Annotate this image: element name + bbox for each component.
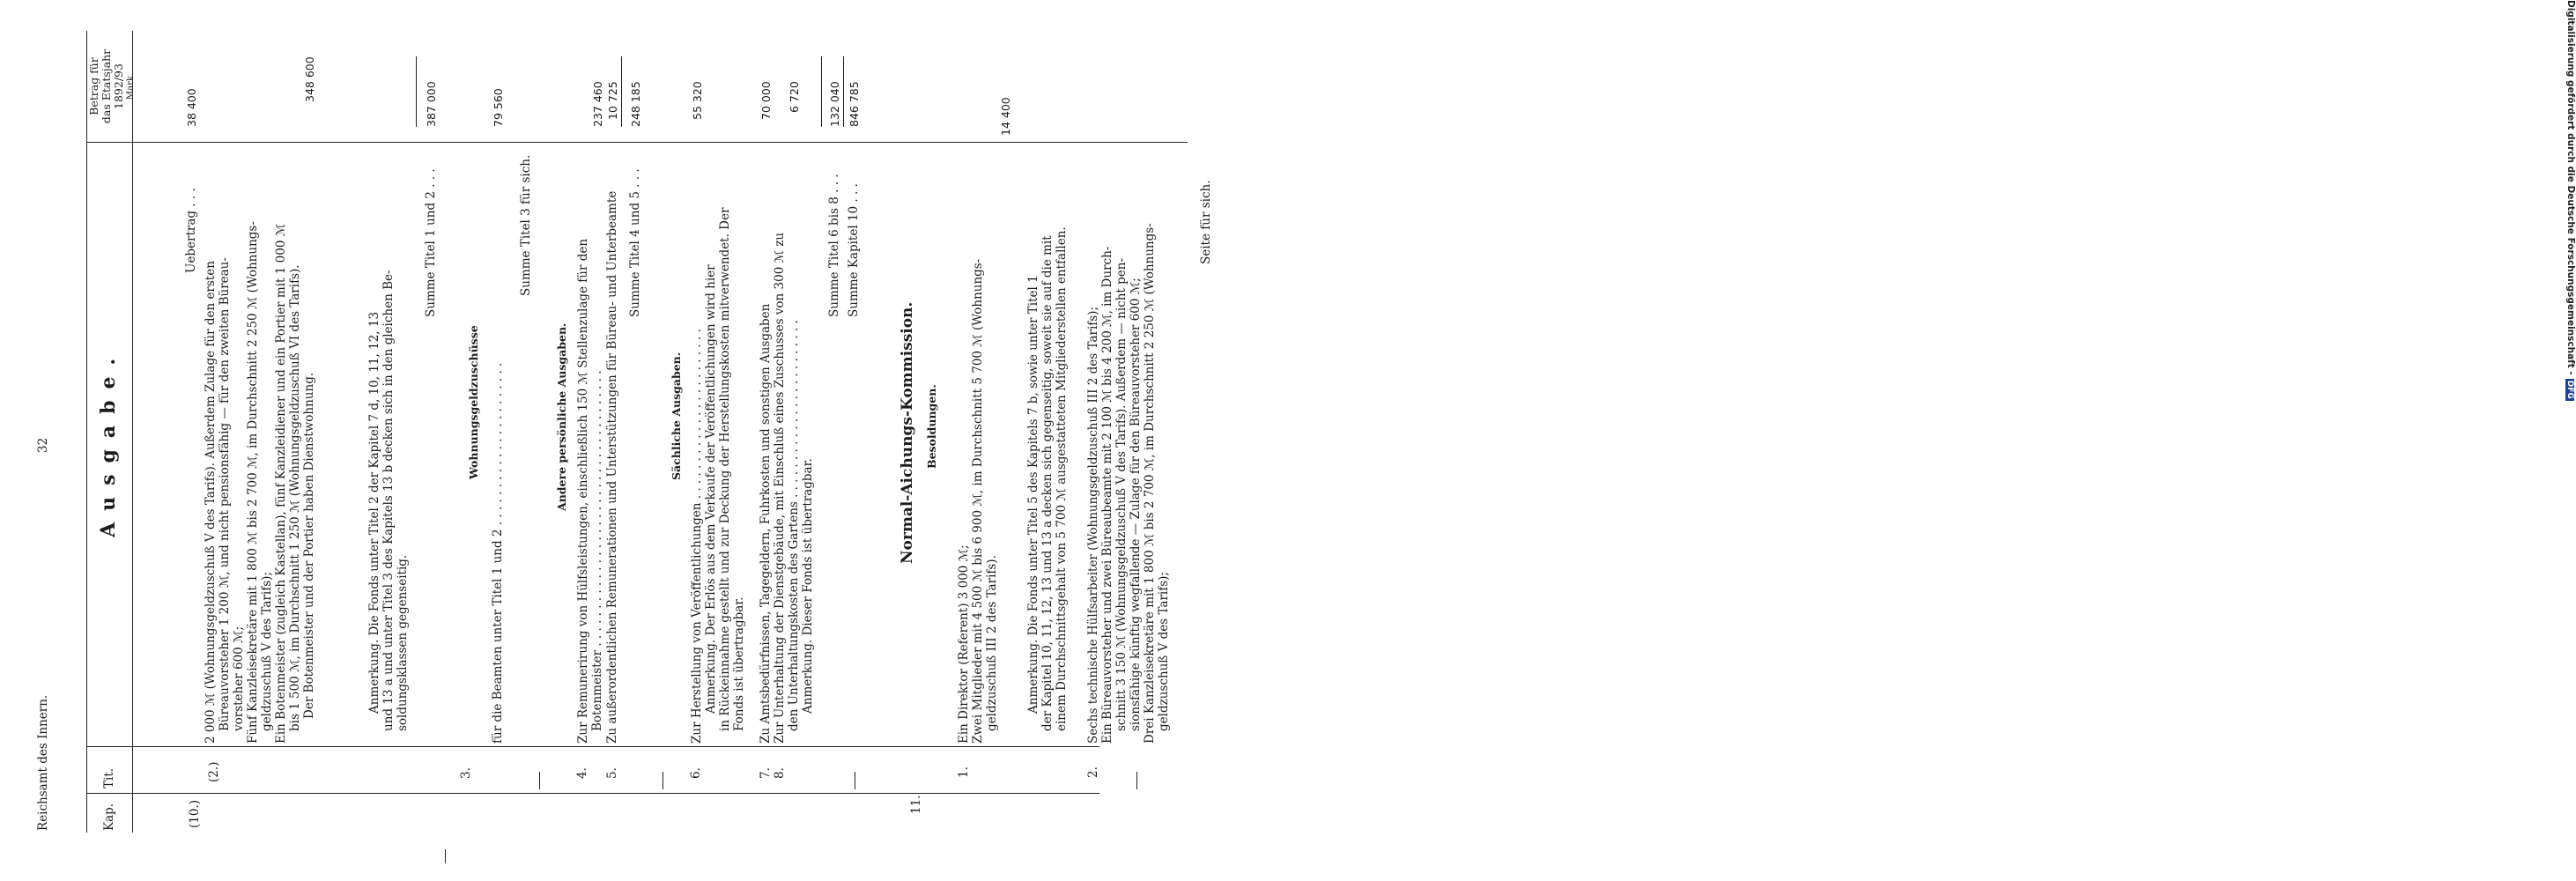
amount-titel-5: 10 725	[606, 81, 619, 120]
text-line: für die Beamten unter Titel 1 und 2 . . . . . . . . . . . . . . . . . . . . . .	[491, 362, 505, 744]
col-header-amount	[88, 33, 137, 139]
annotation-line: Anmerkung. Die Fonds unter Titel 2 der Kapitel 7 d, 10, 11, 12, 13	[367, 311, 381, 714]
annotation-line: Fonds ist übertragbar.	[732, 596, 746, 731]
sum-title-6-8: Summe Titel 6 bis 8 . . .	[827, 174, 841, 317]
annotation-line: Anmerkung. Die Fonds unter Titel 5 des Kapitels 7 b, sowie unter Titel 1	[1026, 275, 1040, 714]
section-title: Ausgabe.	[97, 346, 120, 537]
tit-label-11-1: 1.	[957, 766, 971, 778]
text-line: Ein Botenmeister (zugleich Kastellan), fünf Kanzleidiener und ein Portier mit 1 000 ℳ	[274, 223, 288, 744]
tit-label-8: 8.	[773, 767, 787, 779]
tit-label-5: 5.	[605, 767, 619, 779]
amount-titel-6: 55 320	[691, 81, 704, 120]
tit-label-4: 4.	[575, 767, 589, 779]
header-left: Reichsamt des Innern.	[36, 694, 50, 831]
amount-sum-6-8: 132 040	[828, 81, 841, 127]
text-line: geldzuschuß III 2 des Tarifs).	[985, 555, 999, 731]
digitization-note-text	[2565, 0, 2576, 401]
sum-rule	[416, 56, 417, 127]
amount-sum-1-2: 387 000	[425, 81, 438, 127]
text-line: 2 000 ℳ (Wohnungsgeldzuschuß V des Tarifs). Außerdem Zulage für den ersten	[204, 261, 218, 744]
row-separator-mark	[1136, 772, 1137, 789]
annotation-line: Anmerkung. Dieser Fonds ist übertragbar.	[801, 458, 815, 714]
row-separator-mark	[445, 849, 446, 863]
amount-sum-4-5: 248 185	[629, 81, 642, 127]
heading-besoldungen: Besoldungen.	[925, 384, 938, 469]
seite-fuer-sich: Seite für sich.	[1199, 180, 1213, 264]
header-rule	[132, 31, 133, 833]
col-header-kap: Kap.	[102, 803, 116, 831]
text-line: Zu Amtsbedürfnissen, Tagegeldern, Fuhrkosten und sonstigen Ausgaben	[759, 303, 773, 744]
amount-11-titel-1: 14 400	[999, 97, 1012, 136]
text-line: Fünf Kanzleisekretäre mit 1 800 ℳ bis 2 700 ℳ, im Durchschnitt 2 250 ℳ (Wohnungs-	[246, 221, 260, 744]
text-line: Botenmeister . . . . . . . . . . . . . . . . . . . . . . . . . . . . . . . . . . . . .	[590, 370, 604, 731]
text-line: Zu außerordentlichen Remunerationen und Unterstützungen für Büreau- und Unterbeamte	[605, 190, 619, 744]
amount-titel-4: 237 460	[591, 81, 604, 127]
amount-titel-7: 70 000	[759, 81, 773, 120]
amount-header-line3: 1892/93	[112, 63, 125, 109]
text-line: Drei Kanzleisekretäre mit 1 800 ℳ bis 2 700 ℳ, im Durchschnitt 2 250 ℳ (Wohnungs-	[1143, 223, 1157, 744]
amount-header-line1: Betrag für	[87, 57, 100, 115]
text-line: geldzuschuß V des Tarifs);	[1157, 572, 1171, 731]
text-line: bis 1 500 ℳ, im Durchschnitt 1 250 ℳ (Wohnungsgeldzuschuß VI des Tarifs).	[288, 264, 302, 731]
text-line: Zur Herstellung von Veröffentlichungen . . . . . . . . . . . . . . . . . . . . . . .	[690, 329, 704, 744]
sum-rule	[821, 56, 822, 127]
text-line: Zur Unterhaltung der Dienstgebäude, mit Einschluß eines Zuschusses von 300 ℳ zu	[773, 232, 787, 744]
text-line: Sechs technische Hülfsarbeiter (Wohnungsgeldzuschuß III 2 des Tarifs);	[1086, 307, 1100, 744]
text-line: Zur Remunerirung von Hülfsleistungen, einschließlich 150 ℳ Stellenzulage für den	[576, 238, 590, 744]
amount-sum-kapitel-10: 846 785	[848, 81, 861, 127]
amount-titel-8: 6 720	[788, 81, 801, 113]
text-line: Der Botenmeister und der Portier haben Dienstwohnung.	[302, 372, 316, 719]
text-line: sionsfähige künftig wegfallende — Zulage für den Büreauvorsteher 600 ℳ;	[1129, 278, 1143, 731]
sum-rule	[843, 56, 844, 127]
digitization-note-label: Digitalisierung gefördert durch die Deutsche Forschungsgemeinschaft -	[2565, 0, 2576, 375]
text-line: Zwei Mitglieder mit 4 500 ℳ bis 6 900 ℳ, im Durchschnitt 5 700 ℳ (Wohnungs-	[971, 258, 985, 744]
text-line: geldzuschuß V des Tarifs);	[260, 572, 274, 731]
annotation-line: soldungsklassen gegenseitig.	[396, 554, 410, 731]
row-separator-mark	[539, 772, 540, 789]
kap-label-10: (10.)	[188, 799, 202, 828]
sum-kapitel-10: Summe Kapitel 10 . . .	[847, 183, 861, 317]
table-top-rule	[86, 31, 87, 833]
heading-andere-ausgaben: Andere persönliche Ausgaben.	[555, 322, 568, 511]
amount-titel-3: 79 560	[492, 88, 505, 127]
tit-label-11-2: 2.	[1086, 766, 1100, 778]
text-line: schnitt 3 150 ℳ (Wohnungsgeldzuschuß V des Tarifs). Außerdem — nicht pen-	[1114, 257, 1129, 731]
annotation-line: und 13 a und unter Titel 3 des Kapitels 13 b decken sich in den gleichen Be-	[381, 270, 396, 731]
uebertrag-label: Uebertrag . . .	[184, 188, 198, 273]
text-col-rule	[86, 142, 1188, 143]
text-line: Ein Direktor (Referent) 3 000 ℳ;	[957, 544, 971, 744]
tit-label-7: 7.	[759, 767, 773, 779]
tit-label-2: (2.)	[207, 761, 221, 782]
sum-rule	[621, 56, 622, 127]
sum-title-3: Summe Titel 3 für sich.	[519, 154, 533, 296]
annotation-line: Anmerkung. Der Erlös aus dem Verkaufe der Veröffentlichungen wird hier	[704, 264, 718, 714]
amount-titel-2: 348 600	[303, 56, 316, 102]
amount-header-line2: das Etatsjahr	[100, 48, 113, 124]
text-line: den Unterhaltungskosten des Gartens . . . . . . . . . . . . . . . . . . . . . . . .	[787, 320, 801, 731]
text-line: Büreauvorsteher 1 200 ℳ, und nicht pensionsfähig — für den zweiten Büreau-	[218, 257, 232, 731]
amount-uebertrag: 38 400	[185, 88, 198, 127]
page-number: 32	[36, 437, 50, 453]
annotation-line: in Rückeinnahme gestellt und zur Deckung der Herstellungskosten mitverwendet. Der	[718, 207, 732, 731]
kap-label-11: 11.	[909, 795, 923, 814]
heading-saechliche-ausgaben: Sächliche Ausgaben.	[670, 352, 683, 480]
sum-title-4-5: Summe Titel 4 und 5 . . .	[628, 168, 642, 317]
annotation-line: einem Durchschnittsgehalt von 5 700 ℳ ausgestatteten Mitgliederstellen entfallen.	[1055, 226, 1069, 731]
amount-header-unit: Mark.	[126, 72, 136, 100]
annotation-line: der Kapitel 10, 11, 12, 13 und 13 a decken sich gegenseitig, soweit sie auf die mit	[1040, 235, 1055, 731]
tit-label-3: 3.	[459, 767, 473, 779]
sum-title-1-2: Summe Titel 1 und 2 . . .	[424, 168, 438, 317]
heading-wohnungsgeld: Wohnungsgeldzuschüsse	[467, 325, 480, 479]
tit-label-6: 6.	[689, 767, 703, 779]
heading-normal-aichungs-kommission: Normal-Aichungs-Kommission.	[899, 301, 916, 564]
kap-col-rule	[86, 793, 1099, 794]
col-header-tit: Tit.	[102, 767, 116, 788]
text-line: vorsteher 600 ℳ;	[232, 626, 246, 731]
tit-col-rule	[86, 746, 1099, 747]
digitization-note	[1275, 0, 2576, 881]
text-line: Ein Büreauvorsteher und zwei Büreaubeamte mit 2 100 ℳ bis 4 200 ℳ, im Durch-	[1100, 246, 1114, 744]
dfg-logo: DFG	[2565, 380, 2574, 399]
